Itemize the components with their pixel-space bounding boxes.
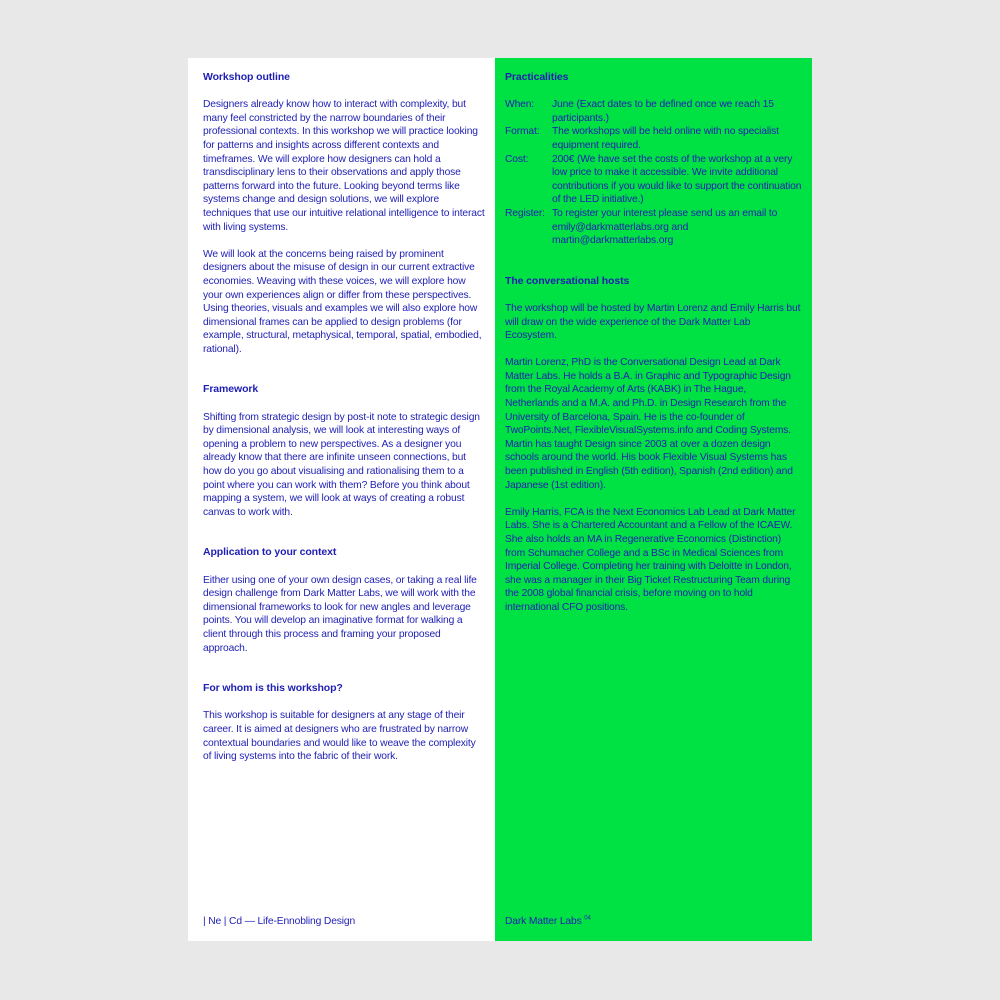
left-column: [188, 58, 495, 941]
heading-framework: Framework: [203, 383, 259, 396]
application-paragraph: Either using one of your own design cases, or taking a real life design challenge from Dark Matter Labs, we will work with the dimensional frameworks to look for new angles and leverage points. You will develop an imaginative format for walking a client through this process and framing your proposed approach.: [203, 574, 477, 654]
right-footer: [505, 915, 591, 929]
practicalities-list: [505, 98, 802, 248]
page-number: 04: [584, 915, 591, 922]
practicalities-value: To register your interest please send us an email to emily@darkmatterlabs.org and martin@darkmatterlabs.org: [552, 207, 778, 247]
practicalities-value: The workshops will be held online with no specialist equipment required.: [552, 126, 779, 151]
practicalities-row-register: [505, 207, 802, 248]
workshop-outline-paragraph-1: Designers already know how to interact with complexity, but many feel constricted by the narrow boundaries of their professional contexts. In this workshop we will practice looking for patterns and insights across different contexts and timeframes. We will explore how designers can hold a transdisciplinary lens to their observations and apply those patterns forward into the future. Looking beyond terms like systems change and design solutions, we will explore techniques that use our intuitive relational intelligence to interact with living systems.: [203, 99, 485, 233]
practicalities-row-format: [505, 125, 802, 152]
practicalities-key: Format:: [505, 126, 540, 138]
left-footer: | Ne | Cd — Life-Ennobling Design: [203, 916, 356, 928]
practicalities-key: When:: [505, 99, 535, 111]
heading-conversational-hosts: The conversational hosts: [505, 274, 630, 287]
heading-application: Application to your context: [203, 546, 337, 559]
workshop-outline-paragraph-2: We will look at the concerns being raised by prominent designers about the misuse of design in our current extractive economies. Weaving with these voices, we will explore how your own experiences align or differ from these perspectives. Using theories, visuals and examples we will also explore how dimensional frames can be applied to design problems (for example, structural, metaphysical, temporal, spatial, embodied, rational).: [203, 248, 482, 355]
document-spread: [188, 58, 812, 941]
practicalities-key: Register:: [505, 207, 545, 219]
hosts-intro-paragraph: The workshop will be hosted by Martin Lorenz and Emily Harris but will draw on the wide experience of the Dark Matter Lab Ecosystem.: [505, 302, 801, 342]
heading-practicalities: Practicalities: [505, 71, 569, 83]
framework-paragraph: Shifting from strategic design by post-it note to strategic design by dimensional analysis, we will look at interesting ways of opening a problem to new perspectives. As a designer you already know that there are infinite unseen connections, but how do you go about visualising and rationalising them to a point where you can work with them? Before you think about mapping a system, we will look at ways of creating a robust canvas to work with.: [203, 411, 480, 518]
for-whom-paragraph: This workshop is suitable for designers at any stage of their career. It is aimed at designers who are frustrated by narrow contextual boundaries and would like to weave the complexity of living systems into the fabric of their work.: [203, 710, 476, 763]
practicalities-key: Cost:: [505, 153, 529, 165]
right-column: [495, 58, 812, 941]
hosts-emily-paragraph: Emily Harris, FCA is the Next Economics Lab Lead at Dark Matter Labs. She is a Chartered Accountant and a Fellow of the ICAEW. She also holds an MA in Regenerative Economics (Distinction) from Schumacher College and a BSc in Medical Sciences from Imperial College. Completing her training with Deloitte in London, she was a manager in their Big Ticket Restructuring Team during the 2008 global financial crisis, before moving on to hold international CFO positions.: [505, 506, 796, 613]
heading-for-whom: For whom is this workshop?: [203, 682, 343, 695]
footer-brand: Dark Matter Labs: [505, 916, 582, 928]
practicalities-row-cost: [505, 153, 802, 207]
practicalities-value: 200€ (We have set the costs of the workshop at a very low price to make it accessible. We invite additional contributions if you would like to support the continuation of the LED initiative.): [552, 153, 802, 206]
practicalities-value: June (Exact dates to be defined once we reach 15 participants.): [552, 99, 774, 124]
hosts-martin-paragraph: Martin Lorenz, PhD is the Conversational Design Lead at Dark Matter Labs. He holds a B.A. in Graphic and Typographic Design from the Royal Academy of Arts (KABK) in The Hague, Netherlands and a M.A. and Ph.D. in Design Research from the University of Barcelona, Spain. He is the co-founder of TwoPoints.Net, FlexibleVisualSystems.info and Coding Systems. Martin has taught Design since 2003 at over a dozen design schools around the world. His book Flexible Visual Systems has been published in English (5th edition), Spanish (2nd edition) and Japanese (1st edition).: [505, 357, 793, 491]
practicalities-row-when: [505, 98, 802, 125]
heading-workshop-outline: Workshop outline: [203, 71, 290, 83]
